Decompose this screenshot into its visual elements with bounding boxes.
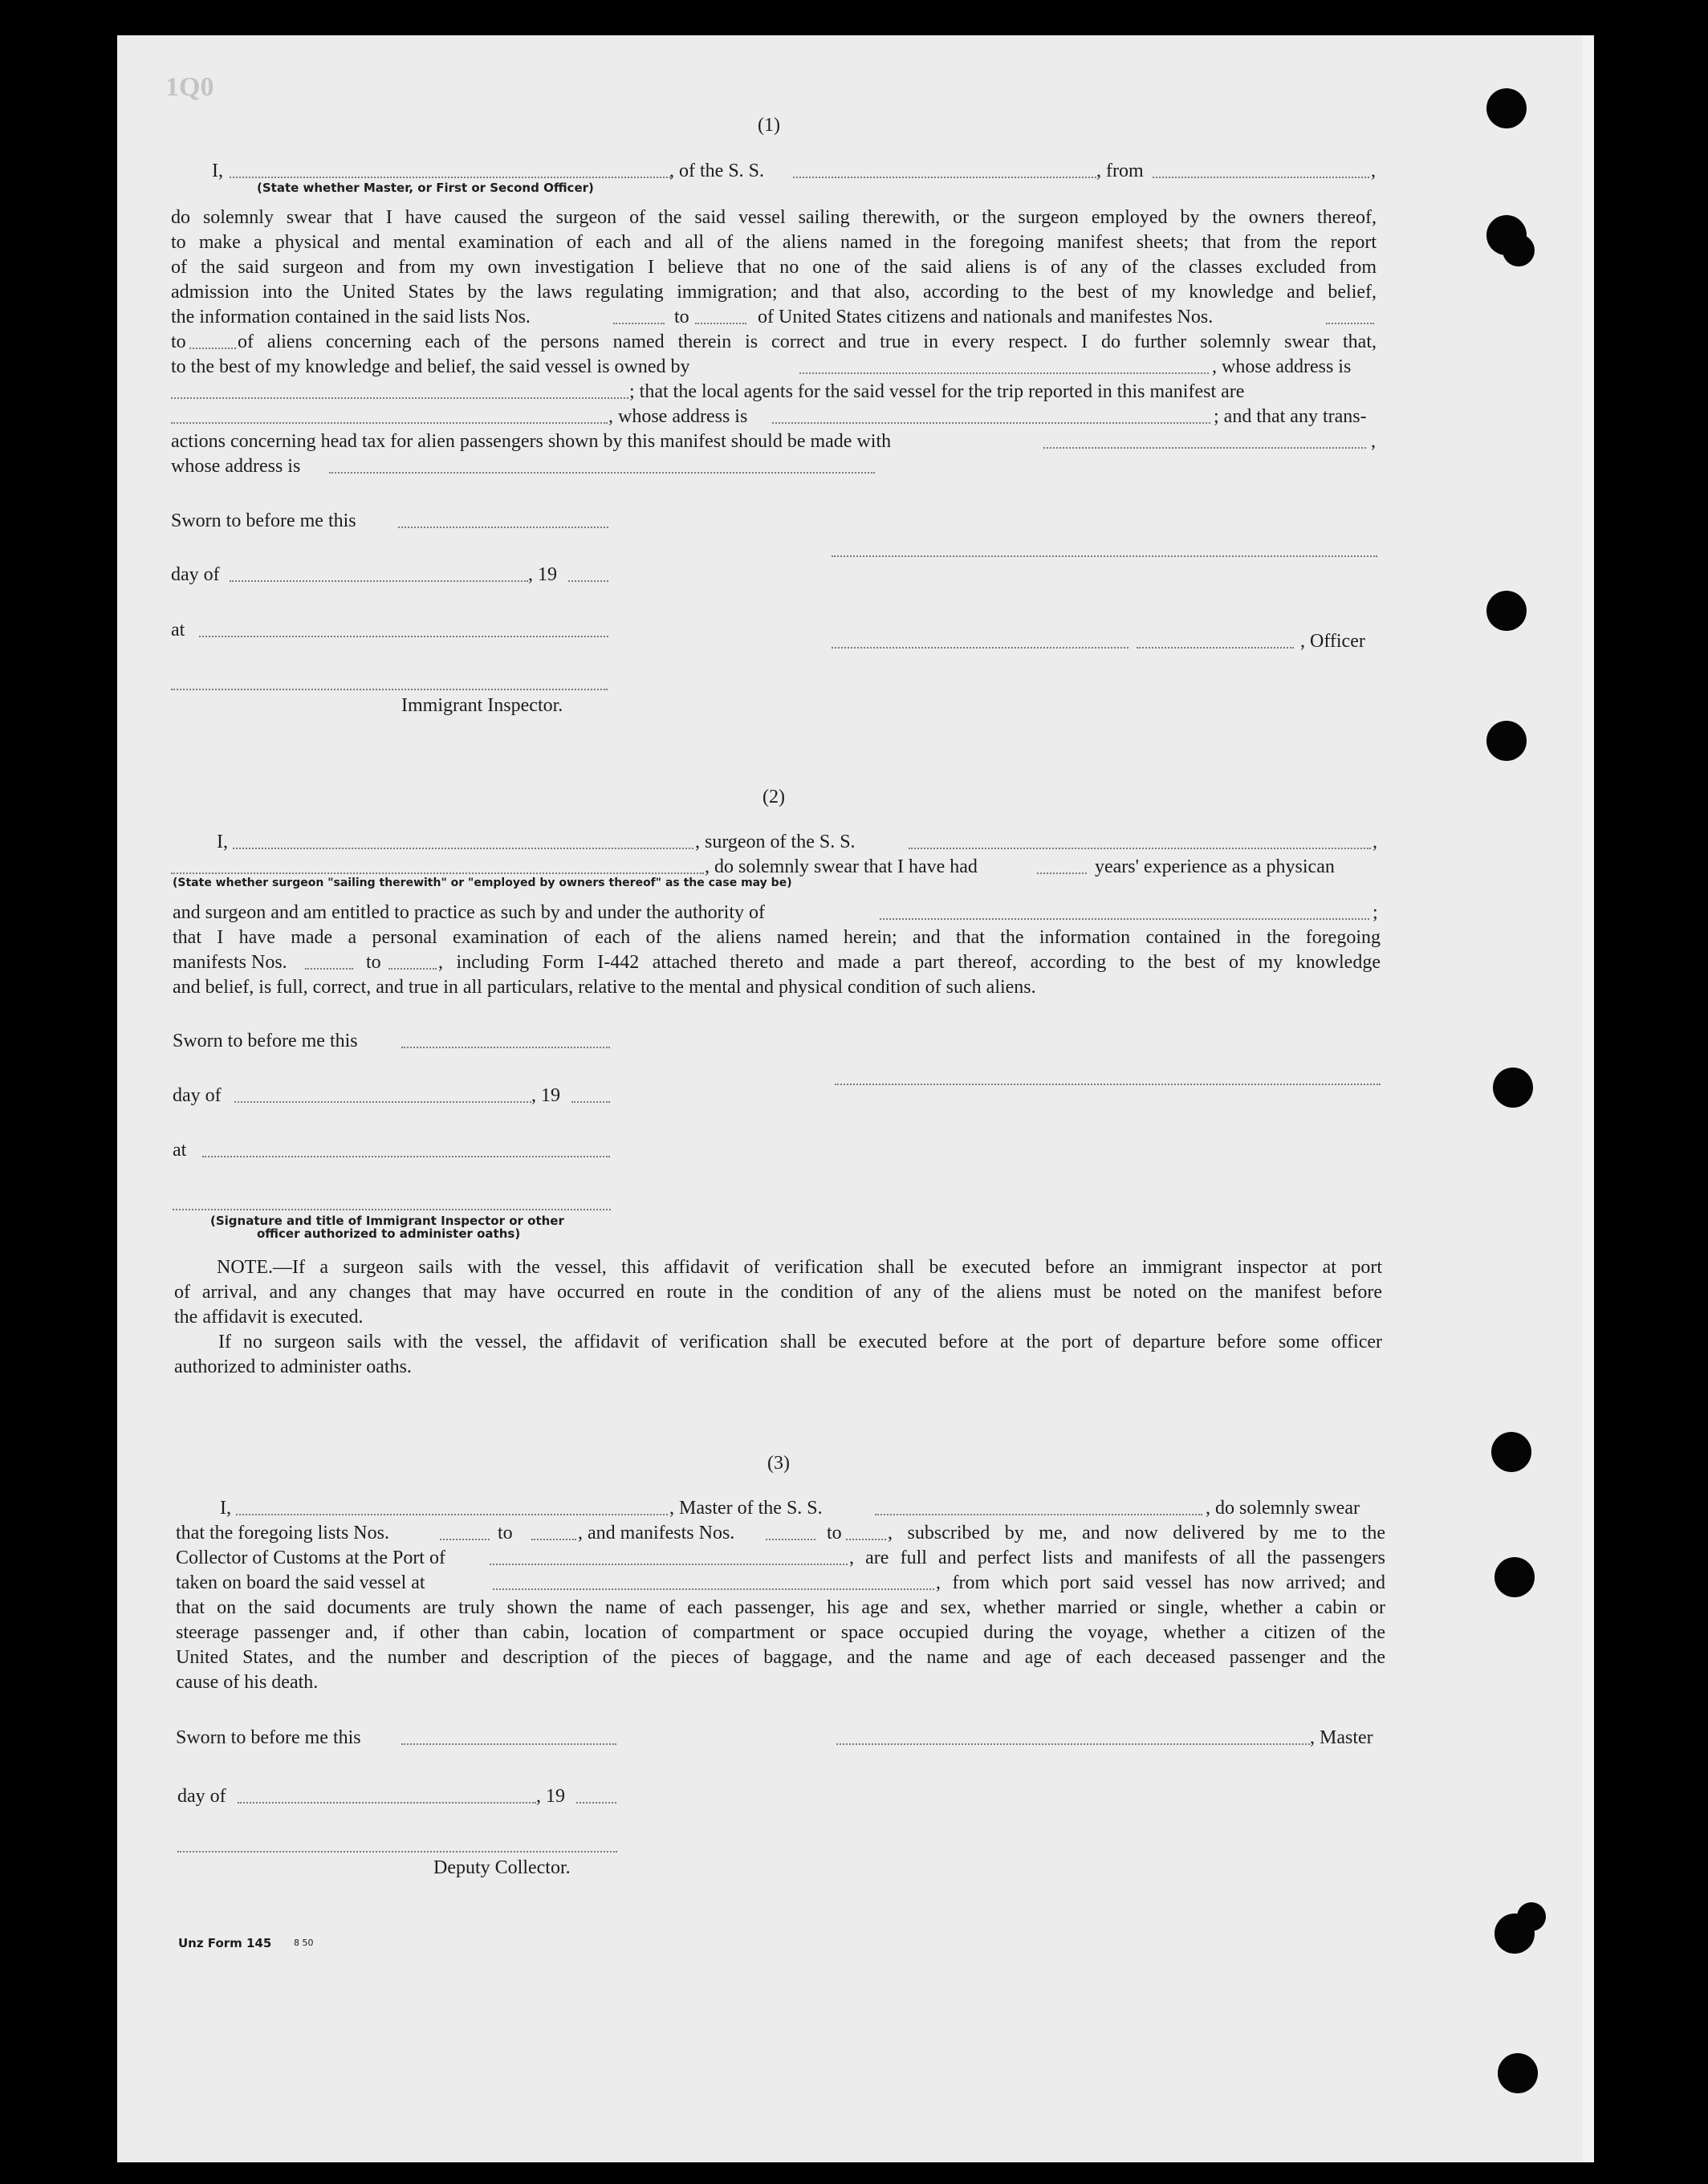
s3-to1: to <box>498 1523 513 1543</box>
s1-line1-i: I, <box>212 161 223 181</box>
punch-hole <box>1486 88 1527 128</box>
s3-to2: to <box>827 1523 842 1543</box>
s3-departure-port-field[interactable] <box>493 1588 934 1590</box>
s3-taken-text: taken on board the said vessel at <box>176 1572 425 1593</box>
binder-edge <box>1583 35 1594 2162</box>
s1-lists-from-field[interactable] <box>613 323 665 324</box>
s1-lists-to-field[interactable] <box>695 323 746 324</box>
s2-surgeon-of: , surgeon of the S. S. <box>695 832 856 852</box>
s2-authority-text: and surgeon and am entitled to practice as such by and under the authority of <box>173 902 765 923</box>
s2-line1-i: I, <box>217 832 228 852</box>
s3-solemnly: , do solemnly swear <box>1206 1498 1360 1519</box>
s1-owner-field[interactable] <box>799 372 1209 374</box>
s1-officer: , Officer <box>1300 631 1365 652</box>
s1-agents-field[interactable] <box>171 422 608 424</box>
s3-deputy-field[interactable] <box>177 1851 617 1853</box>
s2-comma: , <box>1372 832 1377 852</box>
s1-to2: to <box>171 331 186 352</box>
punch-hole <box>1486 721 1527 761</box>
s1-comma: , <box>1371 161 1376 181</box>
s1-body-line: admission into the United States by the laws regulating immigration; and that also, according to the best of my knowledge and belief, <box>171 282 1377 303</box>
s3-deputy: Deputy Collector. <box>433 1857 571 1878</box>
section3-number: (3) <box>767 1453 790 1474</box>
s1-signature-field[interactable] <box>832 555 1377 557</box>
s1-from-field[interactable] <box>1153 177 1369 178</box>
s2-vessel-field[interactable] <box>909 848 1371 849</box>
s2-sig-note-1: (Signature and title of Immigrant Inspector or other <box>210 1214 564 1228</box>
punch-hole <box>1517 1902 1546 1931</box>
s1-at-field[interactable] <box>199 636 608 637</box>
s3-arrived-text: , from which port said vessel has now arrived; and <box>936 1572 1385 1593</box>
form-date: 8 50 <box>294 1938 314 1948</box>
s1-headtax-address-field[interactable] <box>329 472 875 474</box>
s3-manifests-to-field[interactable] <box>846 1539 886 1540</box>
s1-dayof: day of <box>171 564 220 585</box>
s3-lists-to-field[interactable] <box>531 1539 576 1540</box>
s2-experience-text: years' experience as a physican <box>1095 856 1335 877</box>
s1-from: , from <box>1096 161 1144 181</box>
s2-sworn: Sworn to before me this <box>173 1031 358 1051</box>
s3-vessel-field[interactable] <box>875 1514 1202 1515</box>
s1-sworn: Sworn to before me this <box>171 510 356 531</box>
s3-manifests-from-field[interactable] <box>766 1539 815 1540</box>
s1-inspector: Immigrant Inspector. <box>401 695 563 716</box>
s1-address-text: , whose address is <box>1212 356 1352 377</box>
s2-inspector-field[interactable] <box>173 1209 611 1210</box>
s2-including-text: , including Form I-442 attached thereto and made a part thereof, according to the best of my knowledge <box>438 952 1381 973</box>
s3-manifests-text: , and manifests Nos. <box>578 1523 735 1543</box>
s1-year-field[interactable] <box>568 580 608 582</box>
s2-day-field[interactable] <box>234 1101 531 1103</box>
s1-agents-address-text: , whose address is <box>608 406 748 427</box>
s2-at: at <box>173 1140 187 1161</box>
s2-body-line-last: and belief, is full, correct, and true in all particulars, relative to the mental and physical condition of such aliens. <box>173 977 1036 998</box>
s3-day-field[interactable] <box>238 1802 536 1804</box>
s3-port-field[interactable] <box>490 1564 848 1565</box>
s1-body-line: of the said surgeon and from my own investigation I believe that no one of the said aliens is of any of the classes excluded from <box>171 257 1377 278</box>
s1-at: at <box>171 620 185 641</box>
s3-lists-from-field[interactable] <box>440 1539 490 1540</box>
s2-note-line: NOTE.—If a surgeon sails with the vessel, this affidavit of verification shall be executed before an immigrant inspector at port <box>217 1257 1382 1278</box>
s1-transactions-text: ; and that any trans- <box>1214 406 1367 427</box>
punch-hole <box>1503 234 1535 266</box>
punch-hole <box>1498 2053 1538 2093</box>
s2-year-field[interactable] <box>571 1101 610 1103</box>
s3-subscribed-text: , subscribed by me, and now delivered by me to the <box>888 1523 1385 1543</box>
s1-officer-field[interactable] <box>230 177 671 178</box>
punch-hole <box>1493 1068 1533 1108</box>
s1-body-line: do solemnly swear that I have caused the surgeon of the said vessel sailing therewith, or the surgeon employed by the owners thereof, <box>171 207 1377 228</box>
stamp-mark: 1Q0 <box>165 72 214 102</box>
s3-dayof: day of <box>177 1786 226 1807</box>
s2-swear-text: , do solemnly swear that I have had <box>705 856 978 877</box>
s1-owned-text: to the best of my knowledge and belief, the said vessel is owned by <box>171 356 690 377</box>
s3-body-line-last: cause of his death. <box>176 1672 319 1693</box>
s2-body-line: that I have made a personal examination of each of the aliens named herein; and that the information contained in the foregoing <box>173 927 1381 948</box>
s3-body-line: United States, and the number and description of the pieces of baggage, and the name and age of each deceased passenger and the <box>176 1647 1385 1668</box>
s1-owner-address-field[interactable] <box>171 397 628 399</box>
s1-headtax-text: actions concerning head tax for alien passengers shown by this manifest should be made with <box>171 431 892 452</box>
s2-note2-line: If no surgeon sails with the vessel, the affidavit of verification shall be executed before at the port of departure before some officer <box>218 1332 1382 1352</box>
s3-master: , Master <box>1310 1727 1373 1748</box>
s1-officer-sig-a[interactable] <box>832 647 1128 649</box>
s1-headtax-field[interactable] <box>1043 447 1366 449</box>
s2-dayof: day of <box>173 1085 222 1106</box>
s1-to: to <box>674 307 689 327</box>
s1-officer-sig-b[interactable] <box>1137 647 1294 649</box>
s1-sworn-field[interactable] <box>398 527 608 528</box>
s2-to: to <box>366 952 381 973</box>
s1-lists-text: the information contained in the said lists Nos. <box>171 307 531 327</box>
s1-manifests-to-field[interactable] <box>189 348 236 349</box>
form-id: Unz Form 145 <box>178 1936 272 1950</box>
s3-sworn-field[interactable] <box>401 1743 616 1745</box>
s1-manifests-field[interactable] <box>1326 323 1374 324</box>
s2-sworn-field[interactable] <box>401 1047 610 1048</box>
s2-authority-field[interactable] <box>880 918 1369 920</box>
punch-hole <box>1494 1557 1535 1597</box>
s2-note-line: of arrival, and any changes that may have occurred en route in the condition of any of the aliens must be noted on the manifest before <box>174 1282 1382 1303</box>
s1-officer-note: (State whether Master, or First or Second Officer) <box>257 181 594 195</box>
s2-manifests-to-field[interactable] <box>388 968 437 970</box>
s2-note2-line-last: authorized to administer oaths. <box>174 1356 412 1377</box>
s1-day-field[interactable] <box>230 580 528 582</box>
s3-master-signature-field[interactable] <box>836 1743 1310 1745</box>
s3-year: , 19 <box>536 1786 565 1807</box>
s2-signature-field[interactable] <box>835 1084 1381 1085</box>
s3-body-line: that on the said documents are truly shown the name of each passenger, his age and sex, whether married or single, whether a cabin or <box>176 1597 1385 1618</box>
s1-comma2: , <box>1371 431 1376 452</box>
s3-sworn: Sworn to before me this <box>176 1727 361 1748</box>
s1-body-line: to make a physical and mental examination of each and all of the aliens named in the foregoing manifest sheets; that from the report <box>171 232 1377 253</box>
s3-collector-text: Collector of Customs at the Port of <box>176 1548 445 1568</box>
s2-capacity-field[interactable] <box>171 872 704 874</box>
section2-number: (2) <box>762 787 785 807</box>
s1-of-ss: , of the S. S. <box>669 161 765 181</box>
s1-citizens-text: of United States citizens and nationals and manifestes Nos. <box>758 307 1214 327</box>
s2-manifests-text: manifests Nos. <box>173 952 287 973</box>
s1-agents-address-field[interactable] <box>772 422 1210 424</box>
s1-agents-text: ; that the local agents for the said vessel for the trip reported in this manifest are <box>629 381 1245 402</box>
s2-note-line-last: the affidavit is executed. <box>174 1307 364 1328</box>
s1-vessel-field[interactable] <box>793 177 1096 178</box>
s2-semicolon: ; <box>1372 902 1378 923</box>
s1-aliens-text: of aliens concerning each of the persons named therein is correct and true in every respect. I do further solemnly swear that, <box>238 331 1377 352</box>
s3-master-name-field[interactable] <box>236 1514 668 1515</box>
s3-full-lists-text: , are full and perfect lists and manifests of all the passengers <box>849 1548 1385 1568</box>
s3-line1-i: I, <box>220 1498 231 1519</box>
s3-body-line: steerage passenger and, if other than cabin, location of compartment or space occupied during the voyage, whether a citizen of the <box>176 1622 1385 1643</box>
s2-year: , 19 <box>531 1085 560 1106</box>
s2-at-field[interactable] <box>202 1156 610 1157</box>
s2-years-field[interactable] <box>1037 872 1087 874</box>
s2-manifests-from-field[interactable] <box>305 968 353 970</box>
s1-year: , 19 <box>528 564 557 585</box>
punch-hole <box>1486 591 1527 631</box>
section1-number: (1) <box>758 115 780 136</box>
punch-hole <box>1491 1432 1531 1472</box>
s3-lists-text: that the foregoing lists Nos. <box>176 1523 389 1543</box>
s2-surgeon-name-field[interactable] <box>233 848 693 849</box>
s3-master-of: , Master of the S. S. <box>669 1498 823 1519</box>
s2-sig-note-2: officer authorized to administer oaths) <box>257 1226 521 1241</box>
s1-inspector-field[interactable] <box>171 689 608 690</box>
s3-year-field[interactable] <box>576 1802 616 1804</box>
s1-whose-address: whose address is <box>171 456 301 477</box>
s2-capacity-note: (State whether surgeon "sailing therewith" or "employed by owners thereof" as the case may be) <box>173 876 792 889</box>
